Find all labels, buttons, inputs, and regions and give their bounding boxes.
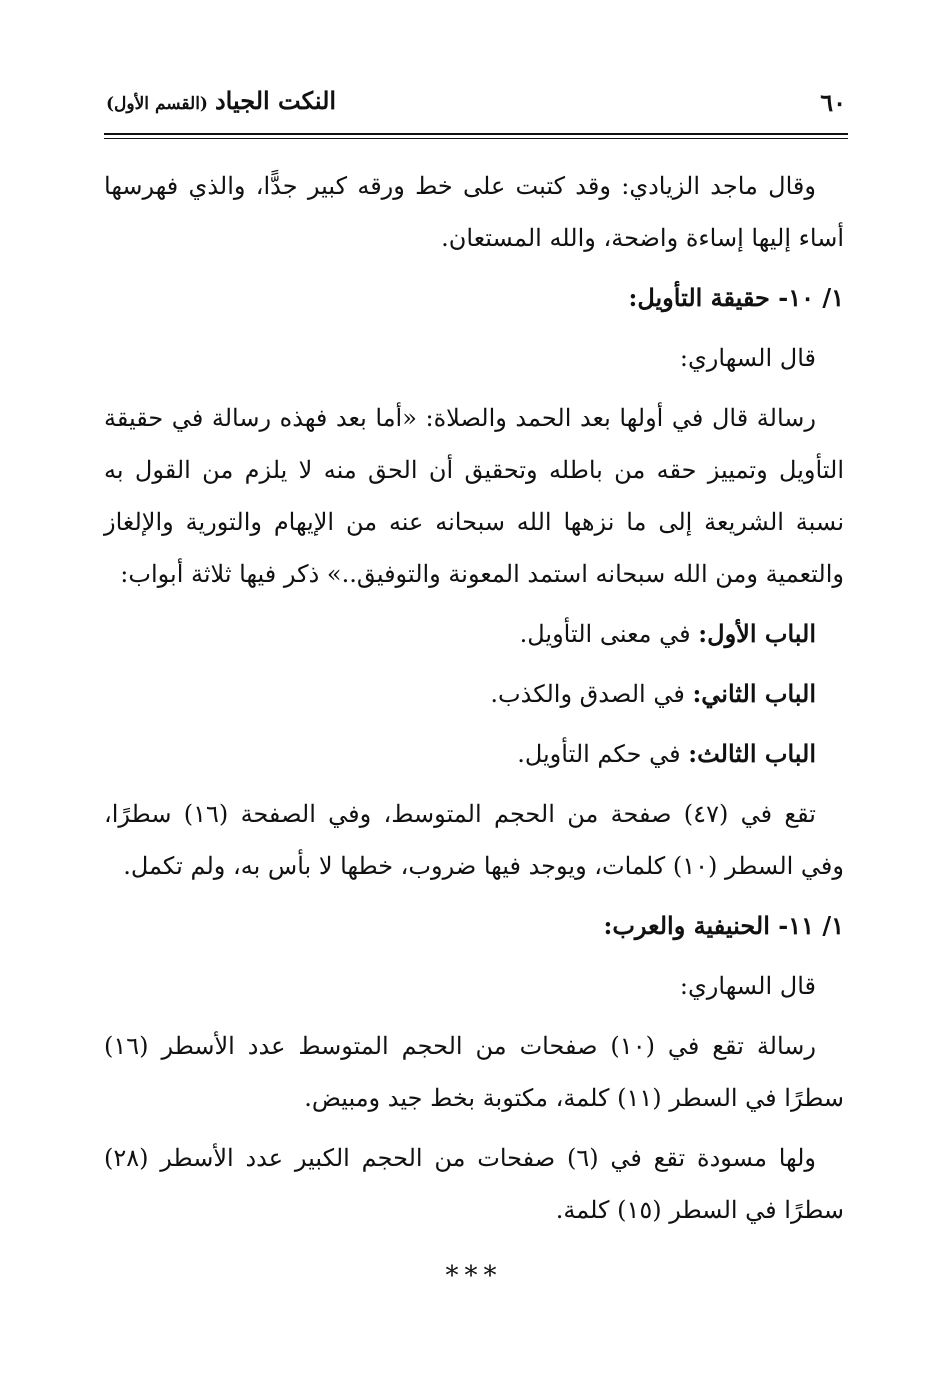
chapter-entry bbox=[104, 608, 844, 660]
chapter-label: الباب الثاني: bbox=[692, 679, 816, 708]
header-rule bbox=[104, 133, 848, 135]
chapter-text: في معنى التأويل. bbox=[519, 620, 699, 648]
chapter-text: في الصدق والكذب. bbox=[490, 680, 693, 708]
header-rule-thin bbox=[104, 138, 848, 139]
section-separator: *** bbox=[445, 1261, 503, 1291]
chapter-text: في حكم التأويل. bbox=[517, 740, 689, 768]
page-body bbox=[104, 160, 844, 1302]
chapter-label: الباب الأول: bbox=[698, 619, 816, 648]
running-title bbox=[106, 86, 336, 115]
paragraph: رسالة تقع في (١٠) صفحات من الحجم المتوسط عدد الأسطر (١٦) سطرًا في السطر (١١) كلمة، مكتوبة بخط جيد ومبيض. bbox=[104, 1032, 844, 1112]
page-header bbox=[106, 84, 846, 124]
section-heading: ١/ ١٠- حقيقة التأويل: bbox=[628, 283, 844, 312]
chapter-label: الباب الثالث: bbox=[688, 739, 816, 768]
paragraph: قال السهاري: bbox=[679, 344, 816, 372]
paragraph: وقال ماجد الزيادي: وقد كتبت على خط ورقه كبير جدًّا، والذي فهرسها أساء إليها إساءة واضحة، والله المستعان. bbox=[104, 172, 844, 252]
section-heading: ١/ ١١- الحنيفية والعرب: bbox=[603, 911, 844, 940]
running-title-sub: (القسم الأول) bbox=[106, 94, 208, 114]
page-number: ٦٠ bbox=[820, 88, 846, 117]
chapter-entry bbox=[104, 668, 844, 720]
paragraph: ولها مسودة تقع في (٦) صفحات من الحجم الكبير عدد الأسطر (٢٨) سطرًا في السطر (١٥) كلمة. bbox=[104, 1144, 844, 1224]
paragraph: رسالة قال في أولها بعد الحمد والصلاة: «أما بعد فهذه رسالة في حقيقة التأويل وتمييز حقه من باطله وتحقيق أن الحق منه لا يلزم من القول به نسبة الشريعة إلى ما نزهها الله سبحانه عنه من الإيهام والتورية والإلغاز والتعمية ومن الله سبحانه استمد المعونة والتوفيق..» ذكر فيها ثلاثة أبواب: bbox=[104, 404, 844, 588]
paragraph: تقع في (٤٧) صفحة من الحجم المتوسط، وفي الصفحة (١٦) سطرًا، وفي السطر (١٠) كلمات، ويوجد فيها ضروب، خطها لا بأس به، ولم تكمل. bbox=[104, 800, 844, 880]
chapter-entry bbox=[104, 728, 844, 780]
running-title-main: النكت الجياد bbox=[214, 86, 337, 115]
paragraph: قال السهاري: bbox=[679, 972, 816, 1000]
